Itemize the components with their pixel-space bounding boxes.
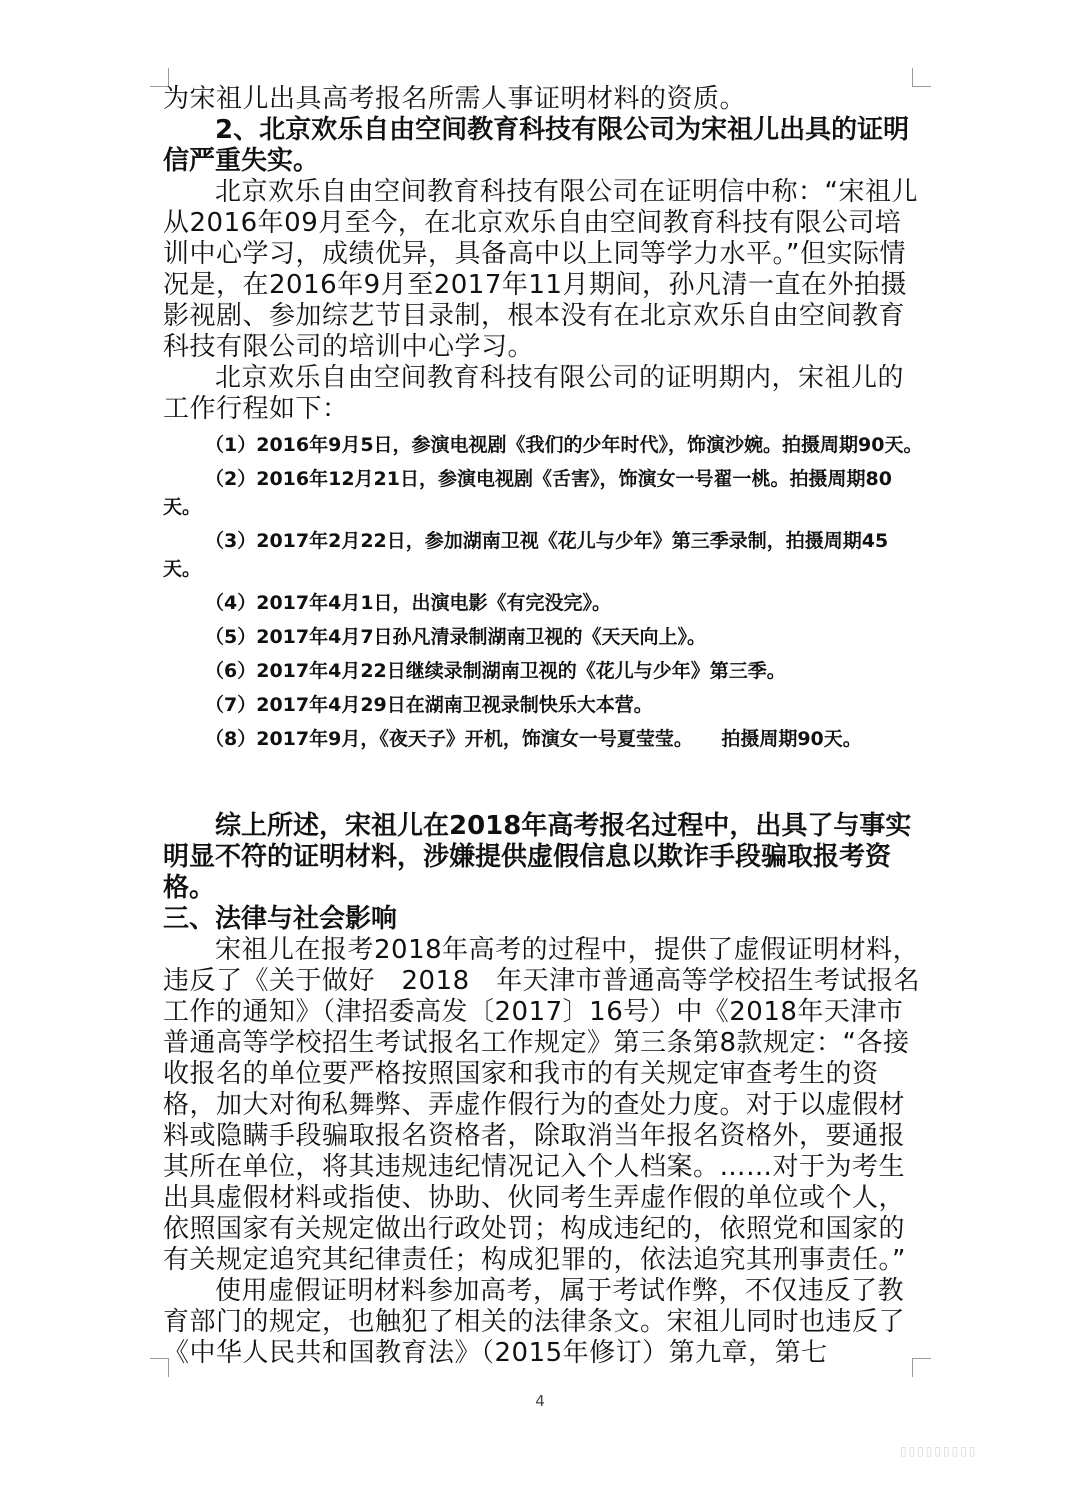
schedule-item-6: （6）2017年4月22日继续录制湖南卫视的《花儿与少年》第三季。 bbox=[205, 660, 786, 682]
subheading-point-2: 2、北京欢乐自由空间教育科技有限公司为宋祖儿出具的证明信严重失实。 bbox=[163, 115, 910, 176]
schedule-item-1: （1）2016年9月5日，参演电视剧《我们的少年时代》，饰演沙婉。拍摄周期90天。 bbox=[205, 434, 923, 456]
work-schedule-list bbox=[163, 431, 923, 753]
section-3-title: 三、法律与社会影响 bbox=[163, 904, 398, 934]
schedule-item-2: （2）2016年12月21日，参演电视剧《舌害》，饰演女一号翟一桃。拍摄周期80天。 bbox=[163, 468, 892, 518]
document-body bbox=[163, 84, 923, 1369]
page-number: 4 bbox=[535, 1392, 545, 1410]
paragraph-certificate-claim: 北京欢乐自由空间教育科技有限公司在证明信中称：“宋祖儿从2016年09月至今，在北京欢乐自由空间教育科技有限公司培训中心学习，成绩优异，具备高中以上同等学力水平。”但实际情况是，在2016年9月至2017年11月期间，孙凡清一直在外拍摄影视剧、参加综艺节目录制，根本没有在北京欢乐自由空间教育科技有限公司的培训中心学习。 bbox=[163, 177, 918, 362]
paragraph-regulation: 宋祖儿在报考2018年高考的过程中，提供了虚假证明材料，违反了《关于做好 2018 年天津市普通高等学校招生考试报名工作的通知》（津招委高发〔2017〕16号）中《2018年天津市普通高等学校招生考试报名工作规定》第三条第8款规定：“各接收报名的单位要严格按照国家和我市的有关规定审查考生的资格，加大对徇私舞弊、弄虚作假行为的查处力度。对于以虚假材料或隐瞒手段骗取报名资格者，除取消当年报名资格外，要通报其所在单位，将其违规违纪情况记入个人档案。……对于为考生出具虚假材料或指使、协助、伙同考生弄虚作假的单位或个人，依照国家有关规定做出行政处罚；构成违纪的，依照党和国家的有关规定追究其纪律责任；构成犯罪的，依法追究其刑事责任。” bbox=[163, 935, 921, 1275]
spacer bbox=[163, 759, 923, 811]
paragraph-schedule-intro: 北京欢乐自由空间教育科技有限公司的证明期内，宋祖儿的工作行程如下： bbox=[163, 363, 905, 424]
watermark: ▯▯▯▯▯▯▯▯▯ bbox=[900, 1444, 978, 1458]
paragraph-education-law: 使用虚假证明材料参加高考，属于考试作弊，不仅违反了教育部门的规定，也触犯了相关的法律条文。宋祖儿同时也违反了《中华人民共和国教育法》（2015年修订）第九章，第七 bbox=[163, 1276, 906, 1368]
schedule-item-5: （5）2017年4月7日孙凡清录制湖南卫视的《天天向上》。 bbox=[205, 626, 707, 648]
summary-paragraph: 综上所述，宋祖儿在2018年高考报名过程中，出具了与事实明显不符的证明材料，涉嫌提供虚假信息以欺诈手段骗取报考资格。 bbox=[163, 811, 912, 903]
paragraph-intro: 为宋祖儿出具高考报名所需人事证明材料的资质。 bbox=[163, 84, 747, 114]
schedule-item-3: （3）2017年2月22日，参加湖南卫视《花儿与少年》第三季录制，拍摄周期45天。 bbox=[163, 530, 889, 580]
schedule-item-4: （4）2017年4月1日，出演电影《有完没完》。 bbox=[205, 592, 612, 614]
schedule-item-7: （7）2017年4月29日在湖南卫视录制快乐大本营。 bbox=[205, 694, 653, 716]
schedule-item-8: （8）2017年9月，《夜天子》开机，饰演女一号夏莹莹。 拍摄周期90天。 bbox=[205, 728, 862, 750]
